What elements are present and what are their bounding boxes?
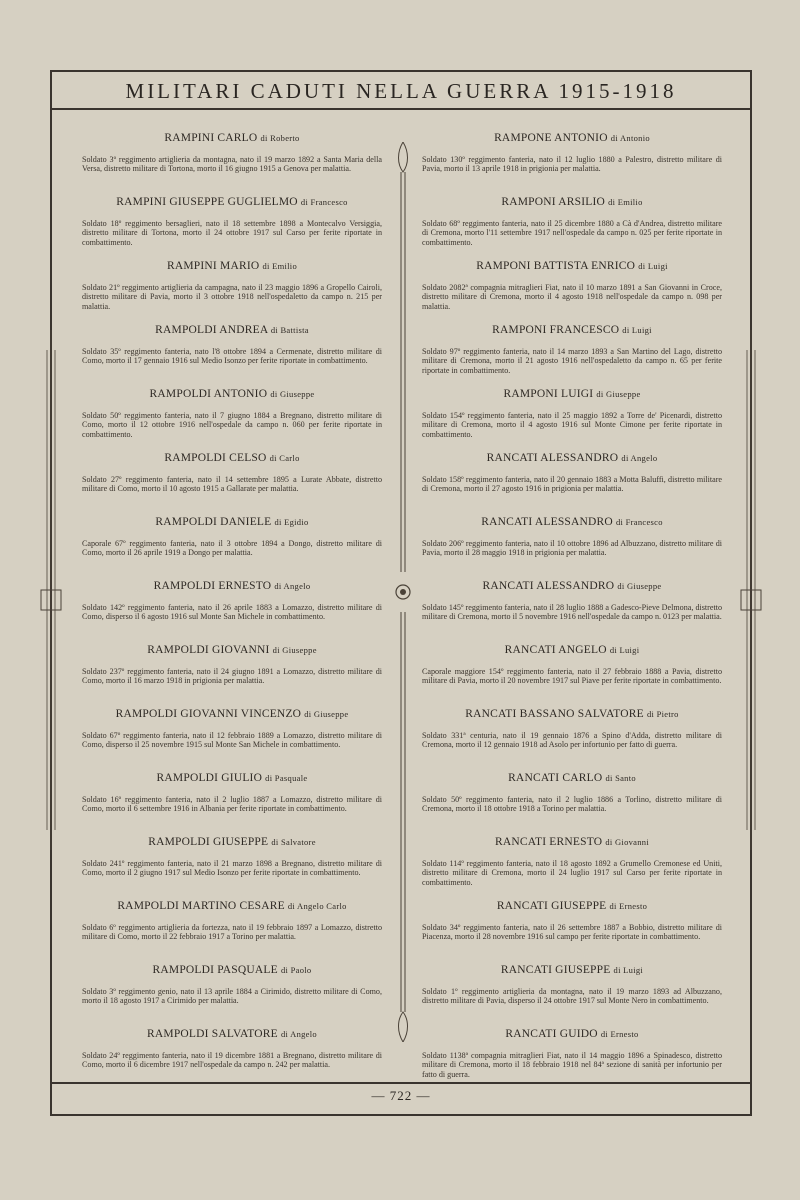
record-entry [82,836,382,900]
record-surname: RANCATI ANGELO [504,644,607,656]
record-entry [422,772,722,836]
record-entry [422,132,722,196]
record-parent: di Giovanni [605,837,649,847]
record-surname: RANCATI ALESSANDRO [481,516,613,528]
record-description: Soldato 68º reggimento fanteria, nato il 25 dicembre 1880 a Cà d'Andrea, distretto militare di Cremona, morto l'11 settembre 1917 nell'ospedale da campo n. 025 per ferite riportate in combattimento. [422,219,722,247]
record-description: Soldato 50º reggimento fanteria, nato il 2 luglio 1886 a Torlino, distretto militare di Cremona, morto il 18 ottobre 1918 a Torino per malattia. [422,795,722,814]
record-surname: RAMPOLDI DANIELE [155,516,272,528]
record-parent: di Antonio [610,133,650,143]
record-surname: RAMPOLDI ANTONIO [149,388,268,400]
record-entry [82,388,382,452]
record-parent: di Giuseppe [596,389,641,399]
record-description: Soldato 331ª centuria, nato il 19 gennaio 1876 a Spino d'Adda, distretto militare di Cremona, morto il 12 gennaio 1918 ad Asolo per infortunio per fatto di guerra. [422,731,722,750]
record-entry [82,132,382,196]
record-description: Soldato 35º reggimento fanteria, nato l'8 ottobre 1894 a Cermenate, distretto militare di Como, morto il 17 gennaio 1916 sul Medio Isonzo per ferite riportate in combattimento. [82,347,382,366]
record-description: Soldato 6º reggimento artiglieria da fortezza, nato il 19 febbraio 1897 a Lomazzo, distretto militare di Como, morto il 22 febbraio 1917 a Torino per malattia. [82,923,382,942]
record-description: Soldato 3º reggimento artiglieria da montagna, nato il 19 marzo 1892 a Santa Maria della Versa, distretto militare di Tortona, morto il 16 giugno 1915 a Genova per malattia. [82,155,382,174]
record-surname: RAMPONI BATTISTA ENRICO [476,260,636,272]
record-parent: di Francesco [300,197,348,207]
record-description: Caporale maggiore 154º reggimento fanteria, nato il 27 febbraio 1888 a Pavia, distretto militare di Pavia, morto il 20 novembre 1917 sul Piave per ferite riportate in combattimento. [422,667,722,686]
record-parent: di Ernesto [609,901,648,911]
record-description: Soldato 16º reggimento fanteria, nato il 2 luglio 1887 a Lomazzo, distretto militare di Como, morto il 6 settembre 1916 in Albania per ferite riportate in combattimento. [82,795,382,814]
left-column [82,132,382,1092]
record-name [82,260,382,272]
record-surname: RAMPOLDI GIULIO [156,772,263,784]
record-description: Soldato 206º reggimento fanteria, nato il 10 ottobre 1896 ad Albuzzano, distretto militare di Pavia, morto il 28 maggio 1918 in prigionia per malattia. [422,539,722,558]
record-surname: RANCATI GIUSEPPE [500,964,611,976]
page-title: MILITARI CADUTI NELLA GUERRA 1915-1918 [52,72,750,110]
record-entry [82,324,382,388]
record-surname: RAMPONI LUIGI [503,388,594,400]
record-surname: RANCATI ALESSANDRO [482,580,615,592]
record-parent: di Battista [270,325,309,335]
record-description: Soldato 241º reggimento fanteria, nato il 21 marzo 1898 a Bregnano, distretto militare di Como, morto il 2 giugno 1917 sul Medio Isonzo per ferite riportate in combattimento. [82,859,382,878]
record-parent: di Carlo [269,453,300,463]
record-name [422,324,722,336]
record-entry [82,516,382,580]
record-description: Caporale 67º reggimento fanteria, nato il 3 ottobre 1894 a Dongo, distretto militare di Como, morto il 26 aprile 1919 a Dongo per malattia. [82,539,382,558]
record-surname: RAMPOLDI SALVATORE [147,1028,278,1040]
record-parent: di Francesco [616,517,663,527]
record-description: Soldato 142º reggimento fanteria, nato il 26 aprile 1883 a Lomazzo, distretto militare di Como, disperso il 6 agosto 1916 sul Monte San Michele in combattimento. [82,603,382,622]
record-entry [422,836,722,900]
record-parent: di Santo [605,773,636,783]
record-name [82,900,382,912]
record-description: Soldato 67º reggimento fanteria, nato il 12 febbraio 1889 a Lomazzo, distretto militare di Como, disperso il 25 novembre 1915 sul Monte San Michele in combattimento. [82,731,382,750]
record-description: Soldato 21º reggimento artiglieria da campagna, nato il 23 maggio 1896 a Gropello Cairoli, distretto militare di Pavia, morto il 3 ottobre 1918 nell'ospedaletto da campo n. 215 per malattia. [82,283,382,311]
record-parent: di Giuseppe [270,389,315,399]
record-entry [422,580,722,644]
record-name [82,324,382,336]
record-surname: RAMPONE ANTONIO [494,132,608,144]
central-ornament-divider [395,142,411,1042]
record-description: Soldato 1º reggimento artiglieria da montagna, nato il 19 marzo 1893 ad Albuzzano, distretto militare di Pavia, disperso il 24 ottobre 1917 sul Monte Nero in combattimento. [422,987,722,1006]
record-surname: RAMPOLDI GIUSEPPE [148,836,269,848]
record-name [82,964,382,976]
record-surname: RAMPOLDI MARTINO CESARE [117,900,285,912]
record-name [422,1028,722,1040]
record-entry [422,452,722,516]
record-surname: RAMPONI FRANCESCO [492,324,620,336]
record-description: Soldato 154º reggimento fanteria, nato il 25 maggio 1892 a Torre de' Picenardi, distretto militare di Cremona, morto il 4 agosto 1916 sul Monte Cimone per ferite riportate in combattimento. [422,411,722,439]
record-surname: RANCATI GUIDO [505,1028,598,1040]
record-parent: di Emilio [262,261,298,271]
record-entry [422,644,722,708]
record-description: Soldato 158º reggimento fanteria, nato il 20 gennaio 1883 a Motta Baluffi, distretto militare di Cremona, morto il 27 agosto 1916 in prigionia per malattia. [422,475,722,494]
left-side-ornament [36,330,66,850]
record-parent: di Giuseppe [272,645,317,655]
record-surname: RAMPONI ARSILIO [501,196,605,208]
record-parent: di Giuseppe [304,709,349,719]
record-parent: di Pietro [646,709,679,719]
record-parent: di Luigi [638,261,668,271]
record-name [82,580,382,592]
record-surname: RAMPOLDI ANDREA [155,324,268,336]
record-surname: RAMPINI CARLO [164,132,258,144]
record-name [422,708,722,720]
record-name [82,516,382,528]
record-entry [82,964,382,1028]
record-surname: RANCATI ERNESTO [494,836,603,848]
record-name [422,516,722,528]
record-name [422,772,722,784]
record-name [422,964,722,976]
record-name [422,388,722,400]
record-description: Soldato 50º reggimento fanteria, nato il 7 giugno 1884 a Bregnano, distretto militare di Como, morto il 12 ottobre 1916 nell'ospedale da campo n. 060 per ferite riportate in combattimento. [82,411,382,439]
record-parent: di Angelo [621,453,658,463]
page-number: — 722 — [371,1088,431,1103]
page-frame [50,70,752,1116]
record-description: Soldato 237º reggimento fanteria, nato il 24 giugno 1891 a Lomazzo, distretto militare di Como, morto il 16 marzo 1918 in prigionia per malattia. [82,667,382,686]
right-column [422,132,722,1092]
record-name [82,196,382,208]
record-description: Soldato 1138ª compagnia mitraglieri Fiat, nato il 14 maggio 1896 a Spinadesco, distretto militare di Cremona, morto il 18 febbraio 1918 nel 84ª sezione di sanità per infortunio per fatto di guerra. [422,1051,722,1079]
record-parent: di Paolo [280,965,312,975]
record-name [82,772,382,784]
record-parent: di Angelo [280,1029,317,1039]
record-description: Soldato 130º reggimento fanteria, nato il 12 luglio 1880 a Palestro, distretto militare di Pavia, morto il 13 aprile 1918 in prigionia per malattia. [422,155,722,174]
record-name [422,836,722,848]
record-name [422,900,722,912]
record-entry [422,260,722,324]
record-surname: RANCATI BASSANO SALVATORE [465,708,644,720]
record-description: Soldato 18º reggimento bersaglieri, nato il 18 settembre 1898 a Montecalvo Versiggia, distretto militare di Tortona, morto il 24 ottobre 1917 sul Carso per ferite riportate in combattimento. [82,219,382,247]
record-surname: RANCATI ALESSANDRO [486,452,619,464]
record-name [422,580,722,592]
record-entry [82,196,382,260]
record-entry [422,708,722,772]
record-name [422,644,722,656]
record-name [82,836,382,848]
record-entry [82,708,382,772]
record-name [422,196,722,208]
record-surname: RAMPOLDI ERNESTO [153,580,272,592]
record-entry [82,644,382,708]
record-description: Soldato 97º reggimento fanteria, nato il 14 marzo 1893 a San Martino del Lago, distretto militare di Cremona, morto il 21 agosto 1916 nell'ospedaletto da campo n. 65 per ferite riportate in combattimento. [422,347,722,375]
right-side-ornament [736,330,766,850]
record-entry [422,900,722,964]
record-name [82,644,382,656]
record-entry [422,324,722,388]
record-entry [82,452,382,516]
record-name [422,452,722,464]
record-parent: di Pasquale [265,773,308,783]
record-name [82,388,382,400]
record-description: Soldato 24º reggimento fanteria, nato il 19 dicembre 1881 a Bregnano, distretto militare di Como, morto il 6 dicembre 1917 nell'ospedale da campo n. 242 per malattia. [82,1051,382,1070]
record-entry [422,516,722,580]
record-parent: di Egidio [274,517,309,527]
record-surname: RANCATI CARLO [508,772,603,784]
record-name [82,452,382,464]
record-name [422,260,722,272]
record-parent: di Salvatore [271,837,316,847]
record-entry [422,388,722,452]
record-surname: RAMPOLDI GIOVANNI [147,644,270,656]
record-parent: di Giuseppe [617,581,662,591]
record-surname: RAMPINI MARIO [166,260,260,272]
record-description: Soldato 27º reggimento fanteria, nato il 14 settembre 1895 a Lurate Abbate, distretto militare di Como, morto il 10 agosto 1915 a Gallarate per malattia. [82,475,382,494]
record-surname: RAMPINI GIUSEPPE GUGLIELMO [116,196,298,208]
record-surname: RAMPOLDI CELSO [164,452,267,464]
record-surname: RAMPOLDI GIOVANNI VINCENZO [115,708,302,720]
record-description: Soldato 114º reggimento fanteria, nato il 18 agosto 1892 a Grumello Cremonese ed Uniti, distretto militare di Cremona, morto il 24 luglio 1917 sul Carso per ferite riportate in combattimento. [422,859,722,887]
record-parent: di Angelo Carlo [287,901,347,911]
record-name [422,132,722,144]
footer-rule [52,1082,750,1084]
record-entry [422,964,722,1028]
record-entry [82,260,382,324]
record-name [82,1028,382,1040]
record-parent: di Roberto [260,133,300,143]
record-description: Soldato 3º reggimento genio, nato il 13 aprile 1884 a Cirimido, distretto militare di Como, morto il 18 agosto 1917 a Cirimido per malattia. [82,987,382,1006]
record-name [82,132,382,144]
record-parent: di Emilio [608,197,643,207]
record-entry [82,772,382,836]
record-surname: RAMPOLDI PASQUALE [152,964,278,976]
record-description: Soldato 34º reggimento fanteria, nato il 26 settembre 1887 a Bobbio, distretto militare di Piacenza, morto il 28 novembre 1916 sul campo per ferite riportate in combattimento. [422,923,722,942]
record-parent: di Luigi [609,645,640,655]
record-description: Soldato 145º reggimento fanteria, nato il 28 luglio 1888 a Gadesco-Pieve Delmona, distretto militare di Cremona, morto il 5 novembre 1916 nell'ospedale da campo n. 0123 per malattia. [422,603,722,622]
record-parent: di Luigi [622,325,652,335]
record-parent: di Angelo [274,581,311,591]
record-entry [82,900,382,964]
record-surname: RANCATI GIUSEPPE [496,900,607,912]
record-parent: di Luigi [613,965,644,975]
record-entry [82,580,382,644]
record-description: Soldato 2082ª compagnia mitraglieri Fiat, nato il 10 marzo 1891 a San Giovanni in Croce, distretto militare di Cremona, morto il 4 agosto 1918 nell'ospedale da campo n. 098 per malattia. [422,283,722,311]
record-parent: di Ernesto [600,1029,639,1039]
record-name [82,708,382,720]
record-entry [422,196,722,260]
